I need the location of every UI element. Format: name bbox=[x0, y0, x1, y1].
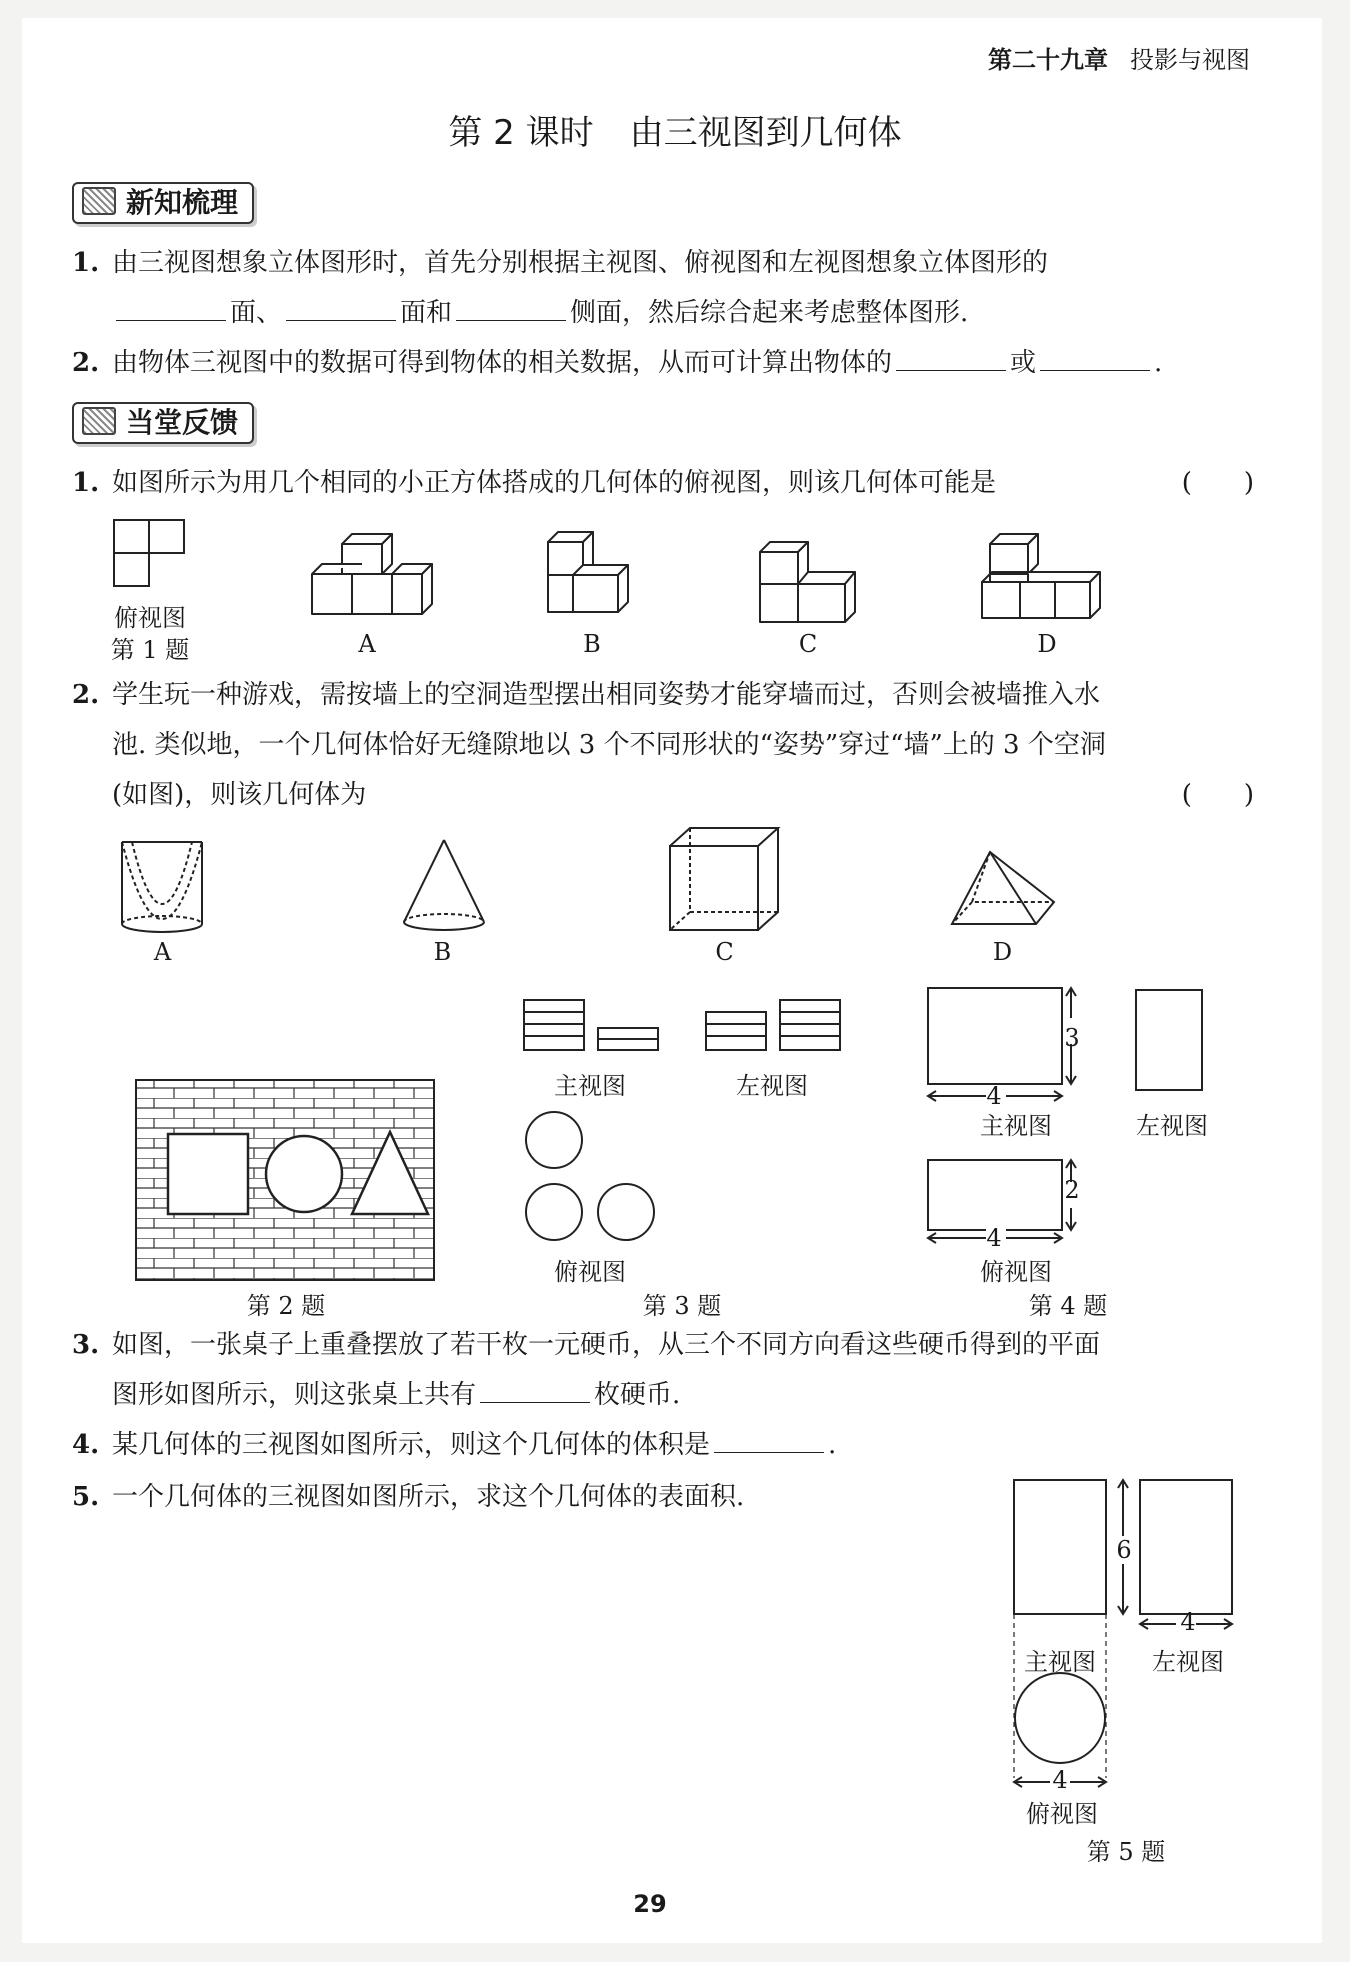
running-header bbox=[988, 40, 1250, 75]
fig5-left-label: 左视图 bbox=[1152, 1648, 1224, 1676]
book-icon bbox=[82, 187, 116, 215]
q2-caption: 第 2 题 bbox=[246, 1292, 326, 1320]
lesson-title bbox=[0, 105, 1350, 154]
answer-parentheses[interactable]: ( ) bbox=[1181, 780, 1254, 810]
q1-option-d-figure[interactable] bbox=[980, 532, 1110, 626]
q2-option-d-label: D bbox=[992, 938, 1013, 966]
q2-option-a-cylinder[interactable] bbox=[120, 836, 205, 936]
fig4-dim-height-top: 2 bbox=[1064, 1176, 1080, 1204]
chapter-topic: 投影与视图 bbox=[1130, 46, 1250, 74]
section-heading-new-knowledge: 新知梳理 bbox=[72, 182, 254, 224]
fig5-three-views bbox=[1012, 1478, 1238, 1796]
answer-parentheses[interactable]: ( ) bbox=[1181, 468, 1254, 498]
question-2: 2. 学生玩一种游戏，需按墙上的空洞造型摆出相同姿势才能穿墙而过，否则会被墙推入水 池. 类似地，一个几何体恰好无缝隙地以 3 个不同形状的“姿势”穿过“墙”上的 3 个空洞 (如图)，则该几何体为 ( ) bbox=[72, 670, 1254, 820]
q2-option-c-cube[interactable] bbox=[668, 826, 783, 934]
q1-option-d-label: D bbox=[1037, 630, 1057, 658]
fig5-dim-width-left: 4 bbox=[1180, 1608, 1196, 1636]
q1-top-view-figure bbox=[112, 518, 192, 588]
question-4: 4. 某几何体的三视图如图所示，则这个几何体的体积是 . bbox=[72, 1430, 837, 1460]
fig4-left-label: 左视图 bbox=[1136, 1112, 1208, 1140]
q1-caption: 第 1 题 bbox=[110, 636, 190, 664]
fig4-caption: 第 4 题 bbox=[1028, 1292, 1108, 1320]
knowledge-item-1: 1. 由三视图想象立体图形时，首先分别根据主视图、俯视图和左视图想象立体图形的 面、 面和 侧面，然后综合起来考虑整体图形. bbox=[72, 248, 1049, 328]
q1-option-b-label: B bbox=[583, 630, 601, 658]
fig5-top-label: 俯视图 bbox=[1026, 1800, 1098, 1828]
q1-option-c-label: C bbox=[798, 630, 818, 658]
q2-brick-wall-figure bbox=[134, 1078, 436, 1282]
q1-option-a-figure[interactable] bbox=[312, 532, 432, 624]
chapter-number: 第二十九章 bbox=[988, 46, 1108, 74]
q2-option-c-label: C bbox=[715, 938, 734, 966]
answer-blank[interactable] bbox=[480, 1380, 590, 1403]
fig4-front-label: 主视图 bbox=[980, 1112, 1052, 1140]
question-3: 3. 如图，一张桌子上重叠摆放了若干枚一元硬币，从三个不同方向看这些硬币得到的平面 图形如图所示，则这张桌上共有 枚硬币. bbox=[72, 1330, 1101, 1410]
fig3-front-left-views bbox=[522, 998, 872, 1058]
q2-option-a-label: A bbox=[153, 938, 172, 966]
pencil-note-icon bbox=[82, 407, 116, 435]
fig5-dim-width-top: 4 bbox=[1052, 1766, 1068, 1794]
q1-option-a-label: A bbox=[358, 630, 376, 658]
fig3-top-view bbox=[522, 1110, 662, 1250]
fig3-left-label: 左视图 bbox=[736, 1072, 808, 1100]
answer-blank[interactable] bbox=[896, 348, 1006, 371]
fig5-front-label: 主视图 bbox=[1024, 1648, 1096, 1676]
fig3-top-label: 俯视图 bbox=[554, 1258, 626, 1286]
knowledge-item-2: 2. 由物体三视图中的数据可得到物体的相关数据，从而可计算出物体的 或 . bbox=[72, 348, 1163, 378]
fig4-dim-width-front: 4 bbox=[986, 1082, 1002, 1110]
q1-option-b-figure[interactable] bbox=[548, 532, 638, 624]
answer-blank[interactable] bbox=[456, 298, 566, 321]
fig5-dim-height: 6 bbox=[1116, 1536, 1132, 1564]
fig4-top-label: 俯视图 bbox=[980, 1258, 1052, 1286]
q2-option-b-cone[interactable] bbox=[402, 838, 486, 934]
section-heading-feedback: 当堂反馈 bbox=[72, 402, 254, 444]
fig4-dim-width-top: 4 bbox=[986, 1224, 1002, 1252]
answer-blank[interactable] bbox=[714, 1430, 824, 1453]
page-number: 29 bbox=[633, 1890, 667, 1918]
answer-blank[interactable] bbox=[1040, 348, 1150, 371]
fig3-front-label: 主视图 bbox=[554, 1072, 626, 1100]
fig5-caption: 第 5 题 bbox=[1086, 1838, 1166, 1866]
lesson-number: 第 2 课时 bbox=[448, 113, 594, 153]
fig3-caption: 第 3 题 bbox=[642, 1292, 722, 1320]
q1-top-view-label: 俯视图 bbox=[114, 604, 186, 632]
q1-option-c-figure[interactable] bbox=[760, 542, 860, 626]
lesson-name: 由三视图到几何体 bbox=[629, 113, 902, 153]
answer-blank[interactable] bbox=[286, 298, 396, 321]
question-1: 1. 如图所示为用几个相同的小正方体搭成的几何体的俯视图，则该几何体可能是 ( ) bbox=[72, 458, 1254, 508]
answer-blank[interactable] bbox=[116, 298, 226, 321]
q2-option-d-pyramid[interactable] bbox=[950, 850, 1060, 930]
fig4-dim-height-front: 3 bbox=[1064, 1024, 1080, 1052]
question-5: 5. 一个几何体的三视图如图所示，求这个几何体的表面积. bbox=[72, 1482, 745, 1512]
q2-option-b-label: B bbox=[433, 938, 452, 966]
